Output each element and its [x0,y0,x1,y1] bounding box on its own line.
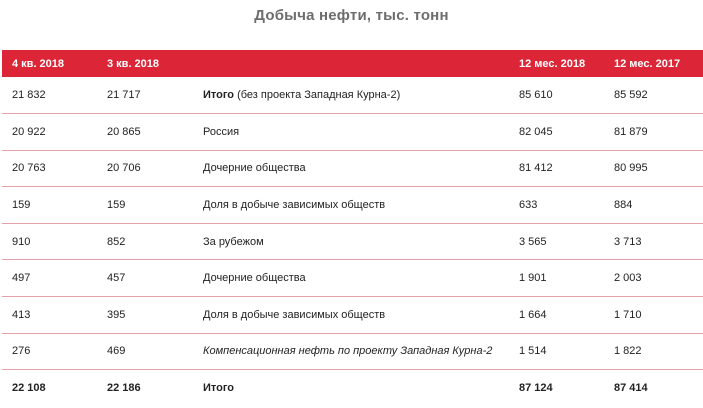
cell-12m-2018: 85 610 [519,89,553,102]
cell-q3-2018: 457 [107,272,126,285]
cell-12m-2018: 1 664 [519,308,547,321]
header-q4-2018: 4 кв. 2018 [12,57,65,70]
cell-indicator: Дочерние общества [203,162,306,175]
table-row [2,150,703,187]
header-q3-2018: 3 кв. 2018 [107,57,160,70]
table-row [2,333,703,370]
header-indicator [193,50,509,77]
table-row [2,297,703,334]
table-row-total [2,370,703,407]
cell-12m-2017: 80 995 [614,162,648,175]
table-row [2,187,703,224]
cell-q3-2018: 159 [107,199,126,212]
cell-12m-2017: 81 879 [614,125,648,138]
table-title: Добыча нефти, тыс. тонн [254,7,449,24]
table-row [2,114,703,151]
cell-q4-2018: 20 922 [12,125,46,138]
cell-indicator: Компенсационная нефть по проекту Западная Курна-2 [203,345,493,358]
cell-indicator: Россия [203,125,240,138]
cell-12m-2018: 82 045 [519,125,553,138]
cell-12m-2018: 81 412 [519,162,553,175]
cell-q3-2018: 22 186 [107,382,141,395]
cell-q3-2018: 852 [107,235,126,248]
table-row [2,77,703,114]
cell-indicator [193,77,509,114]
cell-q3-2018: 20 865 [107,125,141,138]
cell-q4-2018: 21 832 [12,89,46,102]
cell-12m-2017: 1 710 [614,308,642,321]
table-row [2,260,703,297]
cell-12m-2017: 87 414 [614,382,648,395]
cell-indicator: Доля в добыче зависимых обществ [203,308,386,321]
cell-indicator: Доля в добыче зависимых обществ [203,199,386,212]
cell-12m-2018: 633 [519,199,538,212]
cell-q4-2018: 276 [12,345,31,358]
cell-12m-2017: 85 592 [614,89,648,102]
cell-12m-2017: 1 822 [614,345,642,358]
cell-q4-2018: 159 [12,199,31,212]
cell-q3-2018: 395 [107,308,126,321]
cell-12m-2017: 3 713 [614,235,642,248]
cell-q3-2018: 20 706 [107,162,141,175]
cell-q4-2018: 910 [12,235,31,248]
cell-indicator: Дочерние общества [203,272,306,285]
cell-q4-2018: 413 [12,308,31,321]
cell-12m-2017: 884 [614,199,633,212]
cell-q4-2018: 22 108 [12,382,46,395]
cell-12m-2018: 1 514 [519,345,547,358]
cell-indicator-bold: Итого [203,89,235,102]
cell-q3-2018: 21 717 [107,89,141,102]
cell-q3-2018: 469 [107,345,126,358]
cell-indicator: За рубежом [203,235,264,248]
table-header-row [2,50,703,77]
header-12m-2017: 12 мес. 2017 [614,57,681,70]
cell-12m-2018: 87 124 [519,382,553,395]
oil-production-table [2,50,703,406]
header-12m-2018: 12 мес. 2018 [519,57,586,70]
cell-indicator-rest: (без проекта Западная Курна-2) [234,89,401,102]
cell-q4-2018: 20 763 [12,162,46,175]
cell-12m-2017: 2 003 [614,272,642,285]
cell-12m-2018: 3 565 [519,235,547,248]
cell-indicator: Итого [203,382,235,395]
cell-12m-2018: 1 901 [519,272,547,285]
table-row [2,223,703,260]
cell-q4-2018: 497 [12,272,31,285]
